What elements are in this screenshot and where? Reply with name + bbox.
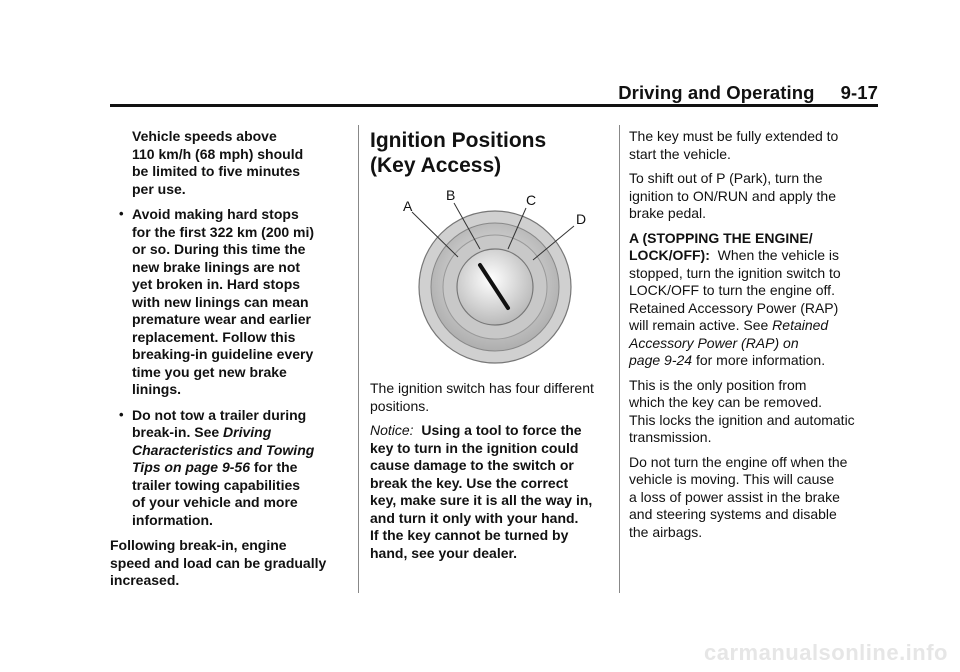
column-3	[629, 128, 879, 548]
page-header	[618, 82, 878, 104]
page-number: 9-17	[840, 82, 878, 103]
shift-park-paragraph: To shift out of P (Park), turn the ignition to ON/RUN and apply the brake pedal.	[629, 170, 836, 221]
column-2	[370, 128, 614, 569]
label-d: D	[576, 211, 587, 227]
label-a: A	[403, 198, 413, 214]
ignition-diagram	[370, 182, 630, 372]
link-rap[interactable]: Retained	[772, 317, 829, 333]
warning-paragraph: Do not turn the engine off when the vehicle is moving. This will cause a loss of power assist in the brake and steering systems and disable the airbags.	[629, 453, 848, 540]
link-driving-characteristics[interactable]: Driving	[223, 424, 272, 440]
link-page-9-24[interactable]: page 9-24	[629, 352, 693, 368]
link-page-9-56[interactable]: Tips on page 9-56	[132, 459, 250, 475]
bullet-icon: •	[119, 206, 124, 221]
position-a-paragraph: A (STOPPING THE ENGINE/ LOCK/OFF): When the vehicle is stopped, turn the ignition switch to LOCK/OFF to turn the engine off. Retained Accessory Power (RAP) will remain active. See Retained Accessory Power (RAP) on page 9-24 for more information.	[629, 229, 841, 368]
label-b: B	[446, 187, 456, 203]
break-in-paragraph: Following break-in, engine speed and load can be gradually increased.	[110, 537, 327, 588]
notice-label: Notice:	[370, 422, 414, 438]
header-rule	[110, 104, 878, 107]
section-heading: Ignition Positions (Key Access)	[370, 129, 547, 177]
bullet-hard-stops: • Avoid making hard stops for the first 322 km (200 mi) or so. During this time the new brake linings are not yet broken in. Hard stops with new linings can mean premature wear and earlier replacement. Follow this breaking-in guideline every time you get new brake linings.	[119, 206, 315, 397]
column-divider-1	[358, 125, 359, 593]
bullet-icon: •	[119, 406, 124, 422]
bullet-trailer: • Do not tow a trailer during break-in. See Driving Characteristics and Towing Tips on page 9-56 for the trailer towing capabilities of your vehicle and more information.	[119, 406, 315, 528]
key-extended-paragraph: The key must be fully extended to start the vehicle.	[629, 128, 839, 162]
link-rap-cont[interactable]: Accessory Power (RAP) on	[629, 334, 799, 351]
column-1	[110, 128, 350, 597]
section-title: Driving and Operating	[618, 82, 815, 103]
link-driving-characteristics-cont[interactable]: Characteristics and Towing	[132, 441, 315, 458]
notice-paragraph: Notice: Using a tool to force the key to turn in the ignition could cause damage to the switch or break the key. Use the correct key, make sure it is all the way in, and turn it only with your hand. If the key cannot be turned by hand, see your dealer.	[370, 422, 593, 561]
positions-paragraph: The ignition switch has four different positions.	[370, 380, 594, 414]
label-c: C	[526, 192, 537, 208]
removal-paragraph: This is the only position from which the key can be removed. This locks the ignition and automatic transmission.	[629, 376, 855, 445]
speed-limit-paragraph: Vehicle speeds above 110 km/h (68 mph) should be limited to five minutes per use.	[132, 128, 304, 197]
watermark: carmanualsonline.info	[704, 640, 948, 665]
